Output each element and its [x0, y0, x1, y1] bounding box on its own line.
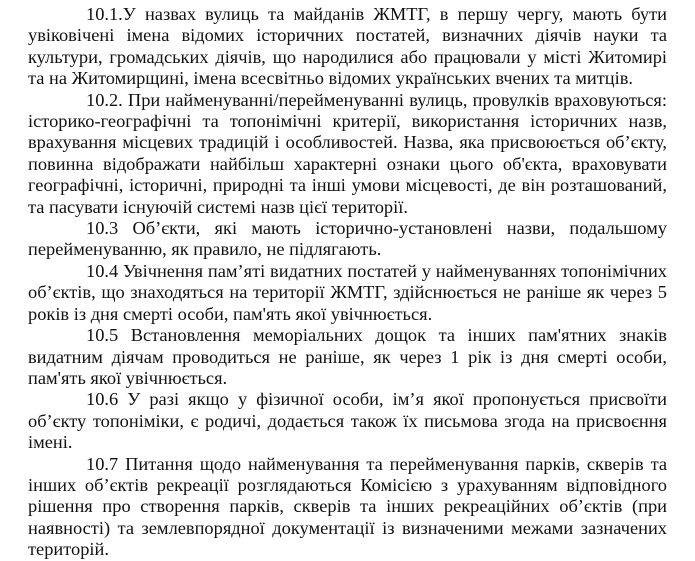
paragraph-line: врахування місцевих традицій і особливостей. Назва, яка присвоюється об’єкту, — [28, 132, 667, 153]
paragraph-10-7 — [28, 454, 667, 561]
paragraph-line: 10.3 Об’єкти, які мають історично-установлені назви, подальшому — [86, 218, 667, 239]
paragraph-line: інших об’єктів рекреації розглядаються Комісією з урахуванням відповідного — [28, 474, 667, 495]
paragraph-10-2 — [28, 90, 667, 218]
paragraph-line: рішення про створення парків, скверів та інших рекреаційних об’єктів (при — [28, 496, 667, 517]
paragraph-line: територій. — [28, 539, 109, 560]
paragraph-line: видатним діячам проводиться не раніше, як через 1 рік із дня смерті особи, — [28, 346, 667, 367]
paragraph-line: імені. — [28, 432, 73, 453]
paragraph-line: історико-географічні та топонімічні критерії, використання історичних назв, — [28, 111, 667, 132]
paragraph-line: та пасувати існуючій системі назв цієї території. — [28, 196, 408, 217]
paragraph-line: наявності) та землевпорядної документації із визначеними межами зазначених — [28, 517, 667, 538]
paragraph-line: об’єктів, що знаходяться на території ЖМТГ, здійснюється не раніше як через 5 — [28, 282, 667, 303]
paragraph-line: об’єкту топоніміки, є родичі, додається також їх письмова згода на присвоєння — [28, 410, 667, 431]
paragraph-line: та на Житомирщині, імена всесвітньо відомих українських вчених та митців. — [28, 68, 633, 89]
paragraph-10-5 — [28, 325, 667, 389]
paragraph-line: перейменуванню, як правило, не підлягають. — [28, 239, 382, 260]
paragraph-line: пам'ять якої увічнюється. — [28, 367, 228, 388]
paragraph-line: 10.6 У разі якщо у фізичної особи, ім’я якої пропонується присвоїти — [86, 389, 667, 410]
paragraph-line: 10.4 Увічнення пам’яті видатних постатей у найменуваннях топонімічних — [86, 260, 667, 281]
paragraph-10-3 — [28, 218, 667, 261]
paragraph-10-1 — [28, 4, 667, 90]
paragraph-line: культури, громадських діячів, що народилися або працювали у місті Житомирі — [28, 46, 667, 67]
paragraph-line: 10.7 Питання щодо найменування та перейменування парків, скверів та — [86, 453, 667, 474]
paragraph-line: років із дня смерті особи, пам'ять якої увічнюється. — [28, 303, 433, 324]
paragraph-line: 10.5 Встановлення меморіальних дощок та інших пам'ятних знаків — [86, 325, 667, 346]
paragraph-line: 10.2. При найменуванні/перейменуванні вулиць, провулків враховуються: — [86, 89, 667, 110]
document-page — [28, 4, 667, 561]
paragraph-line: повинна відображати найбільш характерні ознаки цього об'єкта, враховувати — [28, 153, 667, 174]
paragraph-line: увіковічені імена відомих історичних постатей, визначних діячів науки та — [28, 25, 667, 46]
paragraph-line: 10.1.У назвах вулиць та майданів ЖМТГ, в першу чергу, мають бути — [86, 4, 667, 24]
paragraph-line: географічні, історичні, природні та інші умови місцевості, де він розташований, — [28, 175, 667, 196]
paragraph-10-6 — [28, 389, 667, 453]
paragraph-10-4 — [28, 261, 667, 325]
